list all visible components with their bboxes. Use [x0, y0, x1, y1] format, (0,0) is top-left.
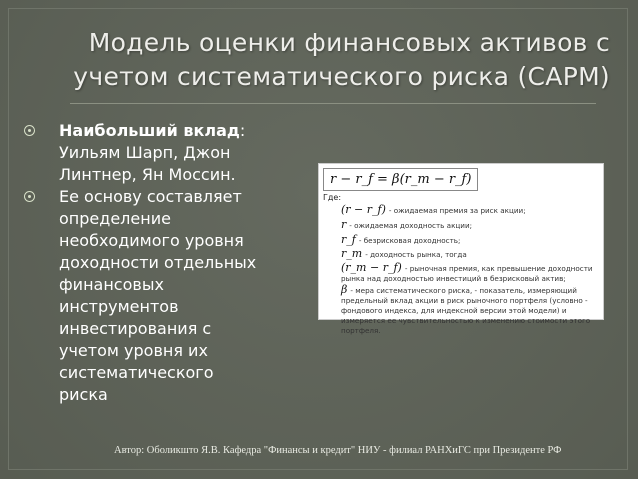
definition-text: - ожидаемая доходность акции; — [349, 221, 473, 230]
bullet-1-line-1 — [59, 120, 320, 142]
title-line-1: Модель оценки финансовых активов с — [88, 28, 610, 57]
definition-text: - доходность рынка, тогда — [365, 250, 467, 259]
bullet-2-line: финансовых — [59, 275, 164, 294]
bullet-2-line: систематического — [59, 363, 214, 382]
slide-title — [70, 26, 610, 94]
definition-text: - рыночная премия, как превышение доходности рынка над доходностью инвестиций в безрисковый актив; — [341, 264, 593, 283]
capm-formula-image — [318, 163, 604, 335]
circle-bullet-icon — [24, 125, 35, 136]
bullet-1-bold: Наибольший вклад — [59, 121, 240, 140]
bullet-2-line: определение — [59, 209, 171, 228]
bullet-2-line: доходности отдельных — [59, 253, 257, 272]
bullet-2-line: необходимого уровня — [59, 231, 244, 250]
definition-item — [341, 235, 599, 246]
definition-item — [341, 263, 599, 284]
definition-item — [341, 205, 599, 216]
definition-symbol: r_f — [341, 233, 356, 246]
definition-text: - безрисковая доходность; — [358, 236, 461, 245]
definition-symbol: (r_m − r_f) — [341, 261, 402, 274]
circle-bullet-icon — [24, 191, 35, 202]
bullet-list — [20, 120, 320, 406]
bullet-1-suffix: : — [239, 121, 246, 140]
bullet-2-line: риска — [59, 385, 108, 404]
bullet-2-line: Ее основу составляет — [59, 187, 242, 206]
title-line-2: учетом систематического риска (CAPM) — [73, 62, 610, 91]
definition-symbol: r_m — [341, 247, 363, 260]
bullet-1-line-2: Уильям Шарп, Джон — [59, 143, 231, 162]
bullet-item-2 — [20, 186, 320, 406]
bullet-item-1 — [20, 120, 320, 186]
definition-text: - мера систематического риска, - показатель, измеряющий предельный вклад акции в риск рыночного портфеля (условно - фондового индекса, для индексной версии этой модели) и измеряется ее чувствительностью к изменению стоимости этого портфеля. — [341, 286, 591, 335]
definition-item — [341, 249, 599, 260]
definition-symbol: (r − r_f) — [341, 203, 386, 216]
bullet-2-line: инвестирования с — [59, 319, 212, 338]
definition-symbol: r — [341, 218, 347, 231]
bullet-2-line: учетом уровня их — [59, 341, 208, 360]
definition-item — [341, 220, 599, 231]
definition-text: - ожидаемая премия за риск акции; — [388, 206, 526, 215]
definition-item — [341, 285, 599, 336]
footer-author: Автор: Оболикшто Я.В. Кафедра "Финансы и кредит" НИУ - филиал РАНХиГС при Президенте РФ — [114, 445, 562, 456]
bullet-1-line-3: Линтнер, Ян Моссин. — [59, 165, 236, 184]
title-divider — [70, 103, 596, 104]
capm-equation: r − r_f = β(r_m − r_f) — [323, 168, 478, 191]
definition-symbol: β — [341, 283, 348, 296]
where-label: Где: — [323, 193, 342, 202]
bullet-2-line: инструментов — [59, 297, 179, 316]
